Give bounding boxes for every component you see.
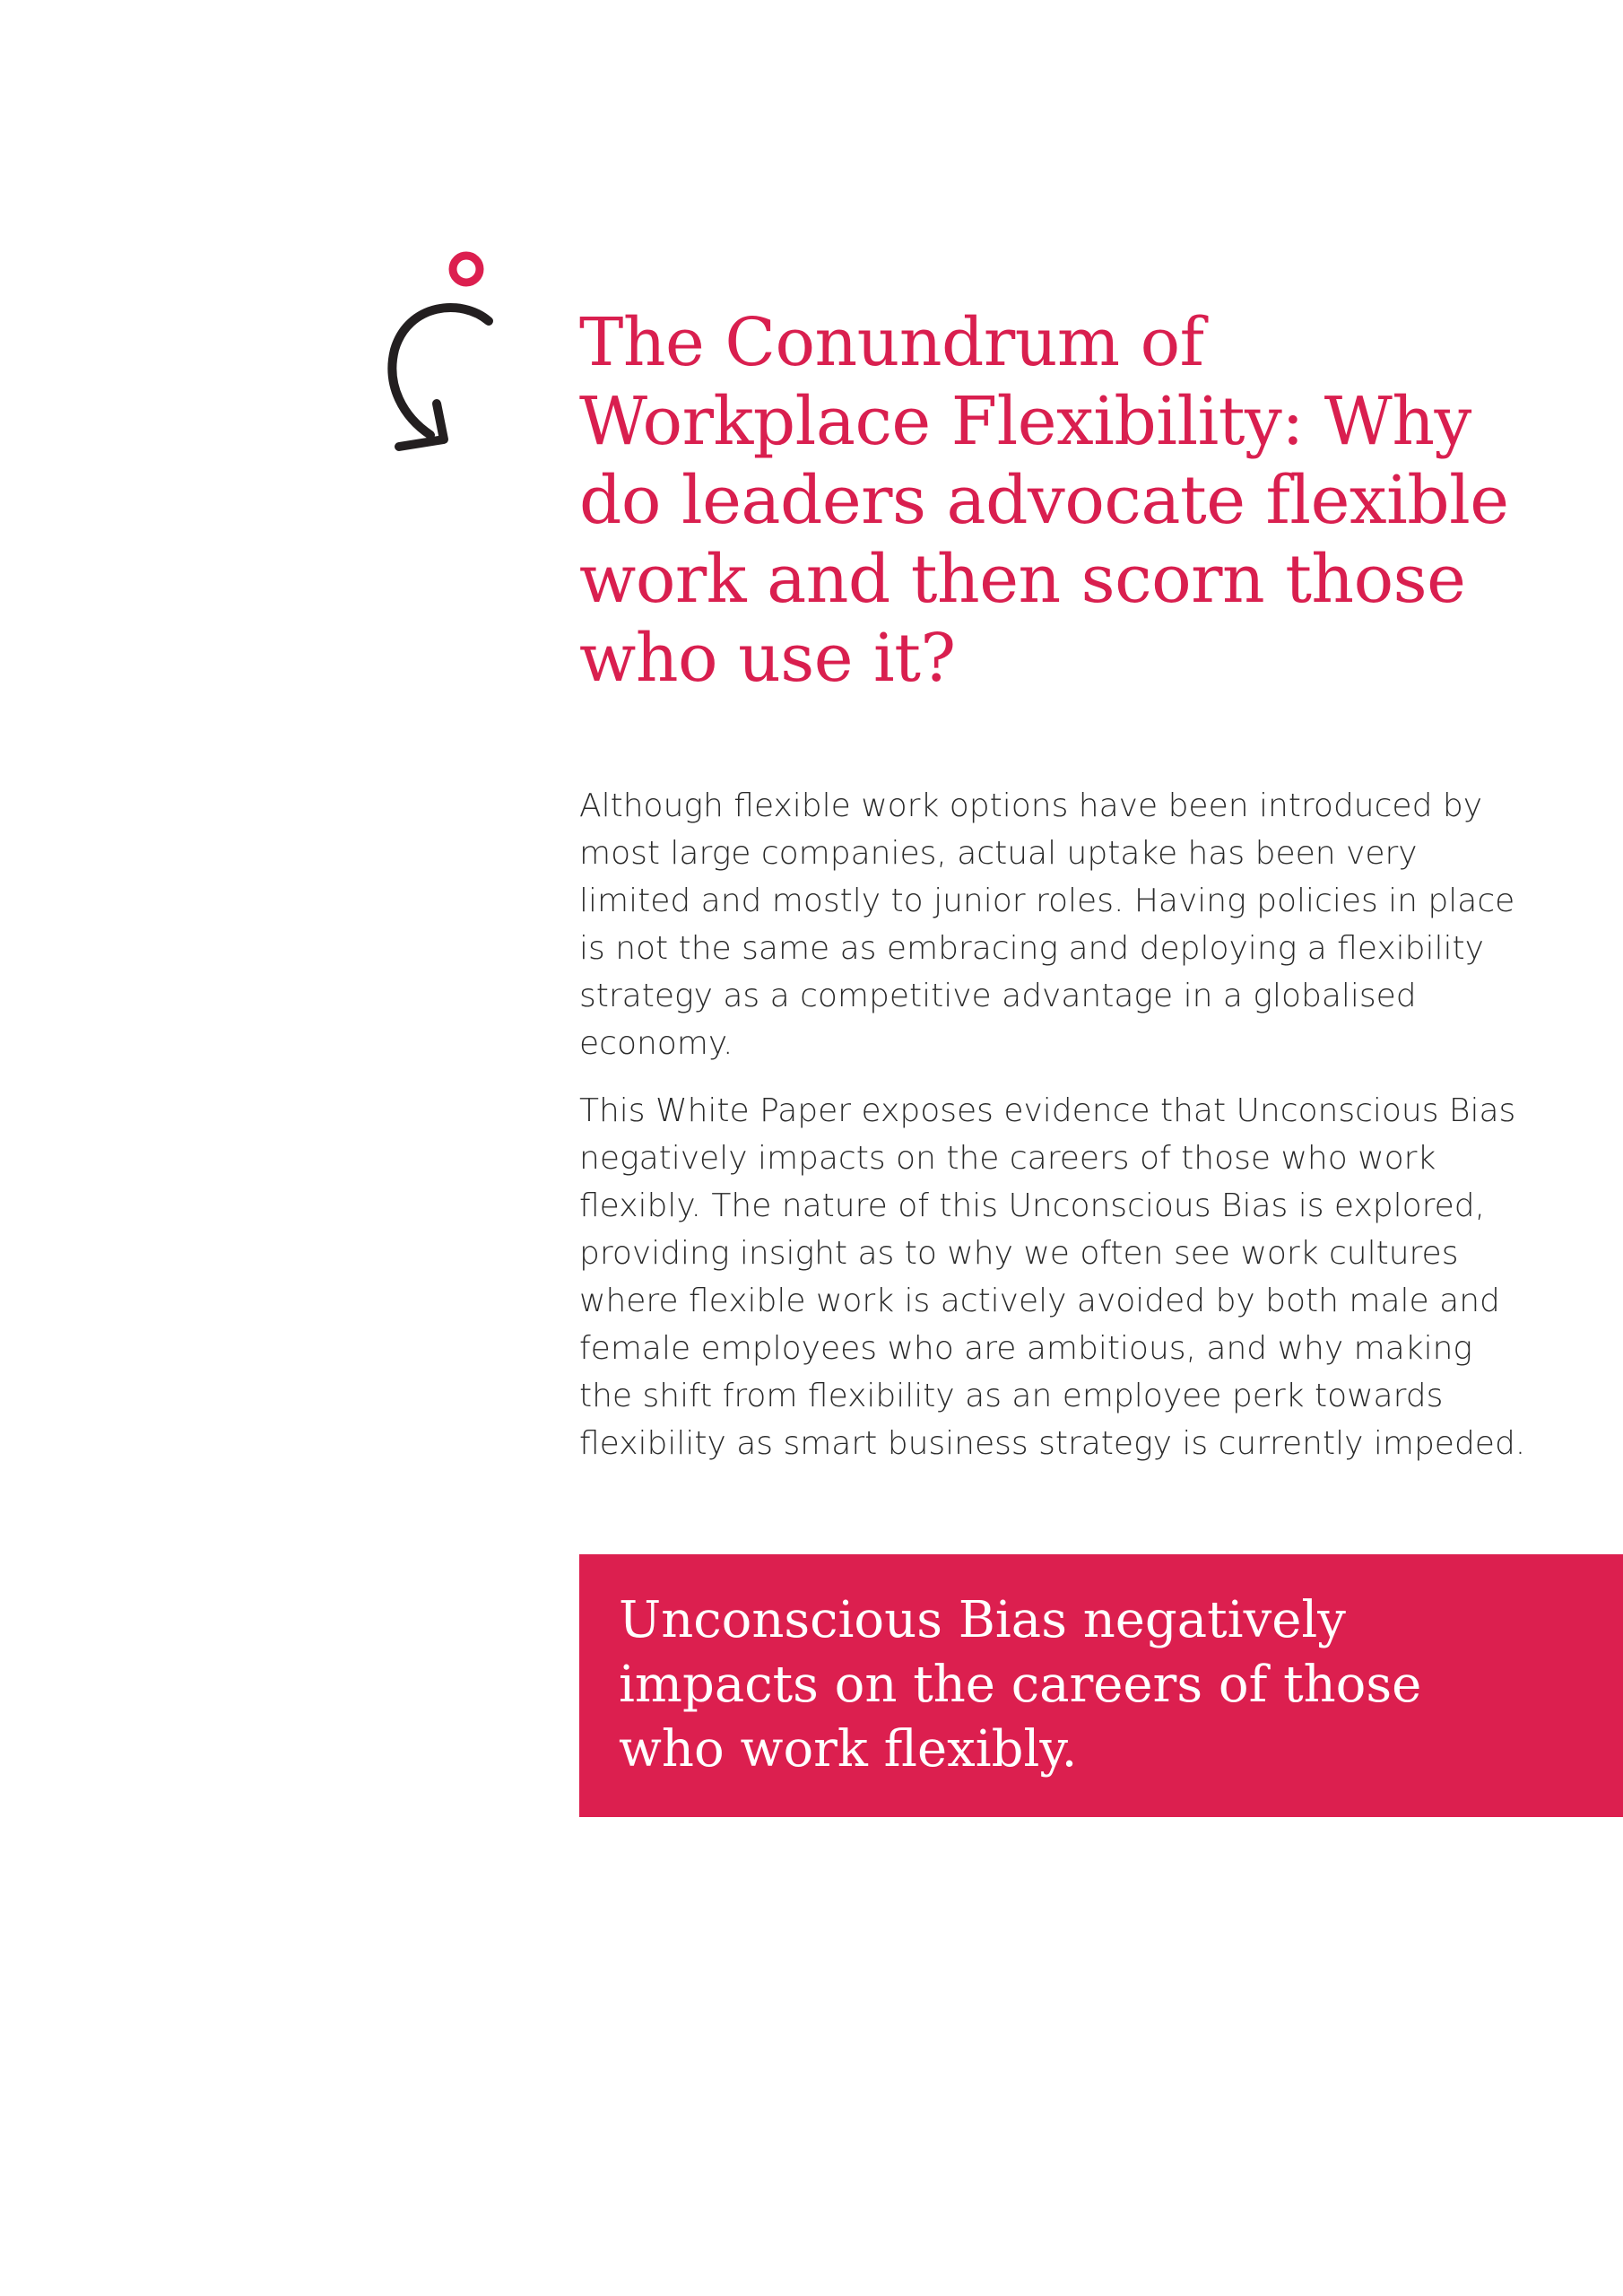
- body-text: [579, 782, 1530, 1487]
- pull-quote-text: Unconscious Bias negatively impacts on the careers of those who work flexibly.: [619, 1591, 1422, 1779]
- pull-quote-box: [579, 1554, 1623, 1817]
- person-turning-arrow-icon: [363, 242, 525, 466]
- paragraph-white-paper: This White Paper exposes evidence that Unconscious Bias negatively impacts on the careers of those who work flexibly. The nature of this Unconscious Bias is explored, providing insight as to why we often see work cultures where flexible work is actively avoided by both male and female employees who are ambitious, and why making the shift from flexibility as an employee perk towards flexibility as smart business strategy is currently impeded.: [579, 1092, 1526, 1462]
- page-title: The Conundrum of Workplace Flexibility: Why do leaders advocate flexible work and then scorn those who use it?: [579, 304, 1509, 697]
- paragraph-intro: Although flexible work options have been introduced by most large companies, actual uptake has been very limited and mostly to junior roles. Having policies in place is not the same as embracing and deploying a flexibility strategy as a competitive advantage in a globalised economy.: [579, 787, 1515, 1062]
